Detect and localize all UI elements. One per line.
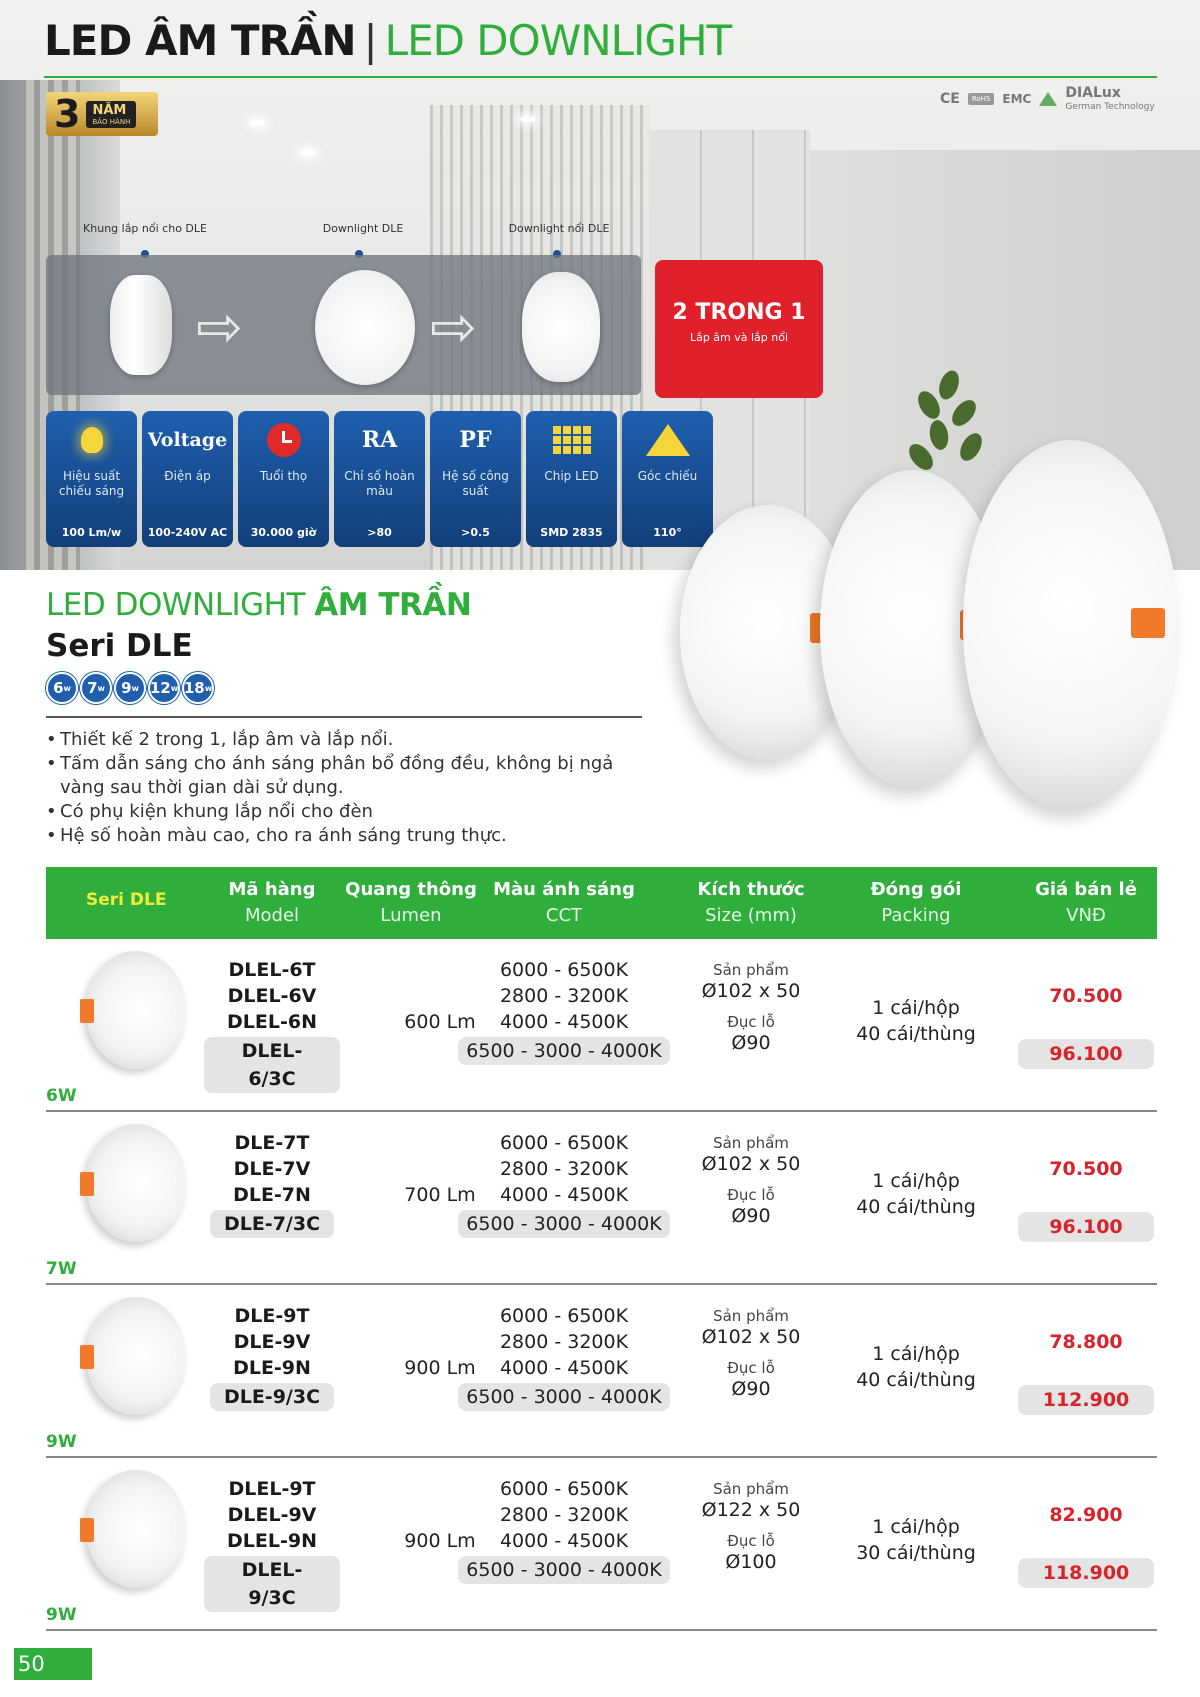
title-bold: LED ÂM TRẦN [44,16,356,65]
spec-card-lifetime [238,411,329,547]
table-header [46,867,1157,939]
spec-card-voltage [142,411,233,547]
certification-logos [940,86,1155,112]
wattage-badge: 12 w [148,672,180,704]
row-price: 70.500 [1049,985,1123,1007]
dialux-logo [1065,86,1154,112]
header-series: Seri DLE [86,890,167,910]
page-number: 50 [14,1648,92,1680]
description-divider [46,716,642,718]
spec-cards [46,411,713,547]
section-title [46,587,471,623]
step-label-downlight: Downlight DLE [322,222,404,235]
combo-model: DLE-9/3C [210,1383,334,1411]
surface-frame-image [110,275,172,375]
table-row [46,939,1157,1112]
ce-logo: CE [940,91,960,107]
table-row [46,1112,1157,1285]
emc-logo: EMC [1002,92,1032,106]
feature-item: • Tấm dẫn sáng cho ánh sáng phân bổ đồng đều, không bị ngả vàng sau thời gian dài sử dụng. [46,752,656,800]
section-title-bold: ÂM TRẦN [314,587,472,623]
title-divider [44,76,1157,78]
rohs-logo: RoHS [968,93,995,105]
header-size: Kích thước Size (mm) [697,879,805,926]
row-lumen: 700 Lm [404,1184,476,1206]
ceiling-spotlight [250,120,266,126]
row-size: Sản phẩm Ø102 x 50 Đục lỗ Ø90 [701,961,801,1054]
combo-cct: 6500 - 3000 - 4000K [458,1210,669,1238]
spec-value: 30.000 giờ [250,526,317,539]
row-cct: 6000 - 6500K 2800 - 3200K 4000 - 4500K 6500 - 3000 - 4000K [454,1476,674,1584]
spec-card-chip [526,411,617,547]
spec-card-beam-angle [622,411,713,547]
feature-item: • Hệ số hoàn màu cao, cho ra ánh sáng trung thực. [46,824,656,848]
section-title-normal: LED DOWNLIGHT [46,587,315,623]
dialux-subtitle: German Technology [1065,102,1155,112]
dialux-triangle-icon [1039,92,1057,106]
row-wattage: 6W [46,1086,77,1106]
row-models: DLEL-6T DLEL-6V DLEL-6N DLEL-6/3C [204,957,340,1093]
row-size: Sản phẩm Ø122 x 50 Đục lỗ Ø100 [701,1480,801,1573]
warranty-text [86,101,136,128]
row-cct: 6000 - 6500K 2800 - 3200K 4000 - 4500K 6500 - 3000 - 4000K [454,957,674,1065]
spec-value: >0.5 [461,526,490,539]
spec-label: Điện áp [164,469,211,483]
pf-icon: PF [459,427,492,453]
row-price-combo: 96.100 [1018,1039,1154,1069]
warranty-badge [46,92,158,136]
warranty-number: 3 [54,92,81,136]
spec-value: 100 Lm/w [61,526,122,539]
header-packing: Đóng gói Packing [870,879,962,926]
product-thumbnail [76,1124,186,1264]
row-cct: 6000 - 6500K 2800 - 3200K 4000 - 4500K 6500 - 3000 - 4000K [454,1303,674,1411]
row-price: 70.500 [1049,1158,1123,1180]
feature-item: • Thiết kế 2 trong 1, lắp âm và lắp nổi. [46,728,656,752]
wattage-badge: 18 w [182,672,214,704]
bulb-icon [81,427,103,453]
wattage-badge: 7 w [80,672,112,704]
row-lumen: 900 Lm [404,1357,476,1379]
product-photo-large [963,440,1178,810]
wattage-badge: 6 w [46,672,78,704]
spec-value: 100-240V AC [147,526,228,539]
row-size: Sản phẩm Ø102 x 50 Đục lỗ Ø90 [701,1134,801,1227]
row-size: Sản phẩm Ø102 x 50 Đục lỗ Ø90 [701,1307,801,1400]
row-cct: 6000 - 6500K 2800 - 3200K 4000 - 4500K 6500 - 3000 - 4000K [454,1130,674,1238]
spec-value: SMD 2835 [540,526,603,539]
spec-value: 110° [653,526,682,539]
row-price: 78.800 [1049,1331,1123,1353]
row-lumen: 600 Lm [404,1011,476,1033]
header-price: Giá bán lẻ VNĐ [1035,879,1137,926]
arrow-right-icon: ⇨ [196,295,243,360]
row-wattage: 9W [46,1432,77,1452]
step-label-surface-frame: Khung lắp nổi cho DLE [83,222,207,235]
feature-list [46,728,656,848]
beam-angle-icon [646,424,690,456]
table-row [46,1458,1157,1631]
spec-label: Hệ số công suất [442,469,509,498]
combo-cct: 6500 - 3000 - 4000K [458,1556,669,1584]
two-in-one-subtitle: Lắp âm và lắp nổi [689,331,789,344]
row-lumen: 900 Lm [404,1530,476,1552]
warranty-line2: BẢO HÀNH [92,117,131,126]
title-green: LED DOWNLIGHT [384,16,732,65]
row-wattage: 7W [46,1259,77,1279]
combo-model: DLEL-6/3C [204,1037,340,1093]
wattage-badges [46,672,214,704]
row-wattage: 9W [46,1605,77,1625]
title-separator: | [363,16,377,65]
row-price-combo: 118.900 [1018,1558,1154,1588]
row-packing: 1 cái/hộp 30 cái/thùng [856,1516,976,1564]
row-models: DLEL-9T DLEL-9V DLEL-9N DLEL-9/3C [204,1476,340,1612]
spec-label: Chỉ số hoàn màu [344,469,415,498]
chip-icon [553,426,591,454]
spec-card-ra [334,411,425,547]
step-label-surface-downlight: Downlight nổi DLE [508,222,610,235]
arrow-right-icon: ⇨ [430,295,477,360]
row-packing: 1 cái/hộp 40 cái/thùng [856,1170,976,1218]
combo-model: DLE-7/3C [210,1210,334,1238]
wattage-badge: 9 w [114,672,146,704]
header-lumen: Quang thông Lumen [345,879,477,926]
header-cct: Màu ánh sáng CCT [493,879,635,926]
combo-cct: 6500 - 3000 - 4000K [458,1383,669,1411]
spec-value: >80 [367,526,392,539]
row-price-combo: 96.100 [1018,1212,1154,1242]
ceiling-spotlight [300,150,316,156]
surface-downlight-image [522,272,600,382]
header-model: Mã hàng Model [228,879,316,926]
row-packing: 1 cái/hộp 40 cái/thùng [856,997,976,1045]
spec-label: Hiệu suất chiếu sáng [58,469,125,498]
spec-label: Góc chiếu [637,469,698,483]
product-thumbnail [76,1470,186,1610]
product-thumbnail [76,1297,186,1437]
row-price-combo: 112.900 [1018,1385,1154,1415]
spec-card-efficiency [46,411,137,547]
spec-label: Chip LED [544,469,599,483]
voltage-icon: Voltage [147,429,228,451]
feature-item: • Có phụ kiện khung lắp nổi cho đèn [46,800,656,824]
dialux-name: DIALux [1065,85,1121,101]
spec-card-pf [430,411,521,547]
row-models: DLE-7T DLE-7V DLE-7N DLE-7/3C [204,1130,340,1238]
product-thumbnail [76,951,186,1091]
clock-icon [267,423,301,457]
table-row [46,1285,1157,1458]
row-models: DLE-9T DLE-9V DLE-9N DLE-9/3C [204,1303,340,1411]
page-title [44,16,731,65]
warranty-line1: NĂM [92,102,127,118]
two-in-one-badge [655,260,823,398]
row-price: 82.900 [1049,1504,1123,1526]
combo-cct: 6500 - 3000 - 4000K [458,1037,669,1065]
combo-model: DLEL-9/3C [204,1556,340,1612]
two-in-one-title: 2 TRONG 1 [672,300,806,325]
spec-label: Tuổi thọ [259,469,308,483]
row-packing: 1 cái/hộp 40 cái/thùng [856,1343,976,1391]
ra-icon: RA [361,427,398,453]
downlight-image [315,270,415,385]
series-name: Seri DLE [46,628,193,664]
ceiling-spotlight [520,116,536,122]
